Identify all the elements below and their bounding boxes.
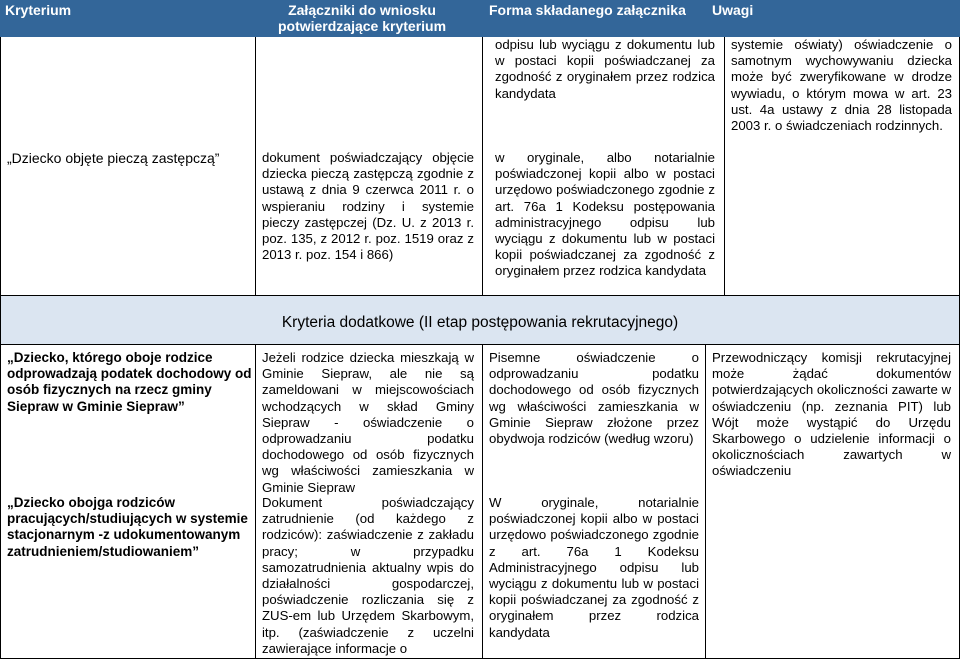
header-uwagi: Uwagi <box>712 2 754 18</box>
row3-kryterium-b: „Dziecko obojga rodziców pracujących/studiujących w systemie stacjonarnym -z udokumentowanym zatrudnieniem/studiowaniem” <box>7 495 248 559</box>
row3-forma-b: W oryginale, notarialnie poświadczonej kopii albo w postaci urzędowo poświadczonego zgodnie z art. 76a 1 Kodeksu Administracyjnego odpisu lub wyciągu z dokumentu lub w postaci kopii poświadczanej za zgodność z oryginałem przez rodzica kandydata <box>489 495 699 640</box>
grid-line <box>0 37 1 659</box>
row3-zalaczniki-b: Dokument poświadczający zatrudnienie (od każdego z rodziców): zaświadczenie z zakładu pracy; w przypadku samozatrudnienia aktualny wpis do działalności gospodarczej, poświadczenie rozliczania się z ZUS-em lub Urzędem Skarbowym, itp. (zaświadczenie z uczelni zawierające informacje o <box>262 495 474 656</box>
row2-kryterium-text: „Dziecko objęte pieczą zastępczą” <box>7 150 220 166</box>
header-forma: Forma składanego załącznika <box>489 2 686 18</box>
row3-forma-a: Pisemne oświadczenie o odprowadzaniu podatku dochodowego od osób fizycznych wg właściwości zamieszkania w Gminie Siepraw złożone przez obydwoja rodziców (według wzoru) <box>489 350 699 447</box>
row1-forma-text: odpisu lub wyciągu z dokumentu lub w postaci kopii poświadczanej za zgodność z oryginałem przez rodzica kandydata <box>495 37 715 101</box>
row2-forma-text: w oryginale, albo notarialnie poświadczonej kopii albo w postaci urzędowo poświadczonego zgodnie z art. 76a 1 Kodeksu postępowania administracyjnego odpisu lub wyciągu z dokumentu lub w postaci kopii poświadczanej za zgodność z oryginałem przez rodzica kandydata <box>495 150 715 279</box>
table-header <box>0 0 960 37</box>
grid-line <box>705 344 706 659</box>
grid-line <box>482 37 483 295</box>
grid-line <box>255 37 256 295</box>
grid-line <box>255 344 256 659</box>
header-zalaczniki: Załączniki do wniosku potwierdzające kryterium <box>277 2 447 34</box>
grid-line <box>0 344 960 345</box>
header-kryterium: Kryterium <box>5 2 72 18</box>
grid-line <box>482 344 483 659</box>
row3-kryterium-a: „Dziecko, którego oboje rodzice odprowadzają podatek dochodowy od osób fizycznych na rzecz gminy Siepraw w Gminie Siepraw” <box>7 350 252 414</box>
row1-uwagi-text: systemie oświaty) oświadczenie o samotnym wychowywaniu dziecka może być zweryfikowane w drodze wywiadu, o którym mowa w art. 23 ust. 4a ustawy z dnia 28 listopada 2003 r. o świadczeniach rodzinnych. <box>731 37 952 134</box>
row2-zalaczniki-text: dokument poświadczający objęcie dziecka pieczą zastępczą zgodnie z ustawą z dnia 9 czerwca 2011 r. o wspieraniu rodziny i systemie pieczy zastępczej (Dz. U. z 2013 r. poz. 135, z 2012 r. poz. 1519 oraz z 2013 r. poz. 154 i 866) <box>262 150 474 263</box>
grid-line <box>0 295 960 296</box>
row3-zalaczniki-a: Jeżeli rodzice dziecka mieszkają w Gminie Siepraw, ale nie są zameldowani w miejscowościach wchodzących w skład Gminy Siepraw - oświadczenie o odprowadzaniu podatku dochodowego od osób fizycznych wg właściwości zamieszkania w Gminie Siepraw <box>262 350 474 495</box>
section-title: Kryteria dodatkowe (II etap postępowania rekrutacyjnego) <box>281 314 679 331</box>
grid-line <box>724 37 725 295</box>
row3-uwagi-text: Przewodniczący komisji rekrutacyjnej może żądać dokumentów potwierdzających okoliczności zawarte w oświadczeniu (np. zeznania PIT) lub Wójt może wystąpić do Urzędu Skarbowego o udzielenie informacji o okolicznościach zawartych w oświadczeniu <box>712 350 951 479</box>
